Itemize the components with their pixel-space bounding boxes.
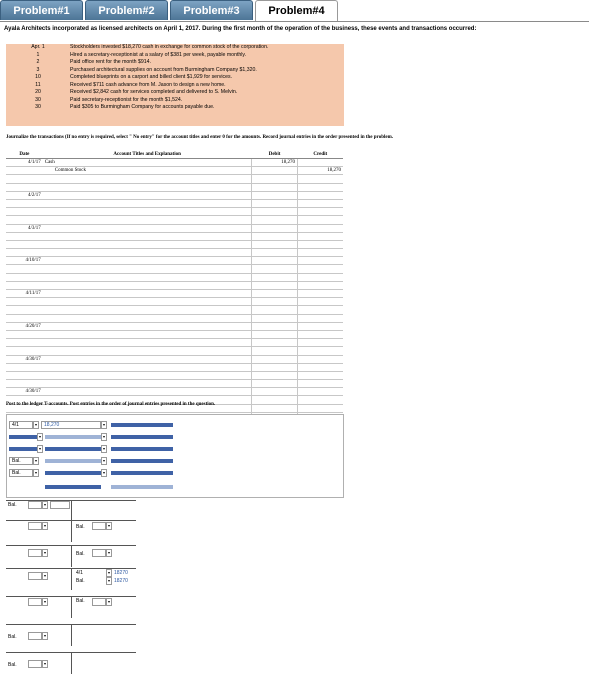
journal-date-cell[interactable] [6,306,43,314]
t-account-date-field[interactable] [28,501,42,509]
journal-row [6,339,343,347]
event-date: 30 [35,104,41,110]
journal-date-cell[interactable] [6,281,43,289]
journal-debit-cell[interactable] [252,273,298,281]
journal-row [6,330,343,338]
ledger-row [7,483,343,491]
journal-debit-cell[interactable] [252,380,298,388]
dropdown-arrow-icon[interactable]: ▾ [107,578,110,583]
ledger-bal-field[interactable]: Bal. [9,457,33,465]
t-account-amount-field[interactable] [50,501,70,509]
journal-date-cell[interactable] [6,363,43,371]
journal-credit-cell[interactable] [298,396,343,404]
journal-date-cell[interactable] [6,339,43,347]
event-row [6,44,344,52]
journal-account-cell[interactable] [43,208,252,216]
ledger-bar [9,435,37,439]
dropdown-arrow-icon[interactable]: ▾ [38,446,41,451]
event-row [6,52,344,60]
journal-credit-cell[interactable] [298,363,343,371]
dropdown-arrow-icon[interactable]: ▾ [102,458,105,463]
journal-credit-cell[interactable]: 18,270 [298,167,343,175]
t-account-bal-label: Bal. [76,551,85,557]
t-account-date-field[interactable] [28,549,42,557]
journal-account-cell[interactable] [43,183,252,191]
journal-account-cell[interactable] [43,257,252,265]
journal-credit-cell[interactable] [298,208,343,216]
journal-row [6,380,343,388]
t-account-bal-label: Bal. [8,662,17,668]
header-debit: Debit [252,150,298,159]
journal-credit-cell[interactable] [298,371,343,379]
ledger-bar [111,435,173,439]
journal-row [6,216,343,224]
journal-debit-cell[interactable] [252,339,298,347]
t-account-date-field[interactable] [92,549,106,557]
event-text: Hired a secretary-receptionist at a salary of $381 per week, payable monthly. [70,51,247,58]
journal-row [6,191,343,199]
ledger-bar [45,447,101,451]
event-date: 3 [36,66,40,73]
journal-date-cell[interactable] [6,330,43,338]
journal-credit-cell[interactable] [298,322,343,330]
journal-row [6,224,343,232]
t-account-common-stock [6,568,136,590]
t-account-date-field[interactable] [92,522,106,530]
journal-row [6,167,343,175]
journal-debit-cell[interactable] [252,240,298,248]
tab-divider [0,21,589,22]
journal-row [6,159,343,167]
journal-debit-cell[interactable] [252,183,298,191]
journal-credit-cell[interactable] [298,281,343,289]
event-row [6,97,344,105]
tab-problem-4[interactable]: Problem#4 [255,0,338,22]
journal-date-cell[interactable] [6,371,43,379]
tab-problem-2[interactable]: Problem#2 [85,0,168,20]
journal-date-cell[interactable] [6,249,43,257]
journal-row [6,322,343,330]
t-account-credit-value: 18270 [114,570,128,576]
event-date: 2 [36,59,40,65]
journal-account-cell[interactable] [43,191,252,199]
journal-account-cell[interactable] [43,273,252,281]
event-text: Purchased architectural supplies on account from Burmingham Company $1,320. [70,66,257,73]
journal-date-cell[interactable]: 4/30/17 [6,355,43,363]
problem-intro: Ayala Architects incorporated as licensed architects on April 1, 2017. During the first month of the operation of the business, these events and transactions occurred: [4,26,477,32]
journal-debit-cell[interactable] [252,330,298,338]
dropdown-arrow-icon[interactable]: ▾ [34,470,37,475]
header-account: Account Titles and Explanation [43,150,252,159]
tab-problem-1[interactable]: Problem#1 [0,0,83,20]
journal-row [6,175,343,183]
journal-account-cell[interactable] [43,290,252,298]
journal-header-row [6,150,343,159]
event-row [6,104,344,112]
ledger-bar [111,471,173,475]
journal-row [6,240,343,248]
journal-row [6,388,343,396]
journal-credit-cell[interactable] [298,224,343,232]
journal-credit-cell[interactable] [298,159,343,167]
event-date: 1 [36,51,40,58]
ledger-bar [45,435,101,439]
journal-date-cell[interactable] [6,314,43,322]
journal-debit-cell[interactable] [252,265,298,273]
journal-row [6,363,343,371]
ledger-bal-field[interactable]: Bal. [9,469,33,477]
header-date: Date [6,150,43,159]
ledger-date-field[interactable]: 4/1 [9,421,33,429]
journal-account-cell[interactable] [43,363,252,371]
t-account-bal-label: Bal. [76,524,85,530]
event-text: Received $2,842 cash for services completed and delivered to S. Melvin. [70,89,238,95]
journal-debit-cell[interactable] [252,249,298,257]
journal-debit-cell[interactable] [252,175,298,183]
journal-row [6,265,343,273]
journal-credit-cell[interactable] [298,347,343,355]
t-account-7 [6,652,136,674]
journal-date-cell[interactable] [6,380,43,388]
event-row [6,59,344,67]
journal-account-cell[interactable] [43,371,252,379]
ledger-row [7,433,343,441]
journal-debit-cell[interactable] [252,281,298,289]
event-date: 20 [35,89,41,95]
event-text: Received $711 cash advance from M. Jason to design a new home. [70,81,226,88]
journal-debit-cell[interactable] [252,363,298,371]
dropdown-arrow-icon[interactable]: ▾ [107,550,110,555]
tab-problem-3[interactable]: Problem#3 [170,0,253,20]
journal-debit-cell[interactable] [252,347,298,355]
journal-credit-cell[interactable] [298,339,343,347]
dropdown-arrow-icon[interactable]: ▾ [107,570,110,575]
journal-date-cell[interactable] [6,240,43,248]
t-account-divider [71,568,72,590]
ledger-bar [45,459,101,463]
journal-account-cell[interactable] [43,314,252,322]
journal-date-cell[interactable] [6,298,43,306]
t-account-bal-label: Bal. [8,634,17,640]
journal-row [6,306,343,314]
journal-debit-cell[interactable] [252,322,298,330]
journal-account-cell[interactable] [43,355,252,363]
journal-account-cell[interactable] [43,216,252,224]
journal-row [6,208,343,216]
t-account-date-label: 4/1 [76,570,83,576]
journal-account-cell[interactable] [43,175,252,183]
journal-credit-cell[interactable] [298,330,343,338]
journal-date-cell[interactable] [6,199,43,207]
ledger-bar [111,485,173,489]
t-account-divider [71,500,72,522]
t-account-date-field[interactable] [28,632,42,640]
journal-row [6,183,343,191]
dropdown-arrow-icon[interactable]: ▾ [107,599,110,604]
t-account-3 [6,545,136,567]
t-account-date-field[interactable] [28,522,42,530]
t-account-date-field[interactable] [92,598,106,606]
journal-account-cell[interactable] [43,281,252,289]
journal-account-cell[interactable] [43,388,252,396]
ledger-posting-area [6,414,344,498]
events-list [6,44,344,126]
t-account-6 [6,624,136,646]
dropdown-arrow-icon[interactable]: ▾ [43,523,46,528]
journal-account-cell[interactable]: Common Stock [43,167,252,175]
journal-date-cell[interactable] [6,208,43,216]
journal-date-cell[interactable] [6,216,43,224]
ledger-bar [111,459,173,463]
journal-row [6,273,343,281]
event-date: 11 [35,81,41,88]
journal-account-cell[interactable] [43,380,252,388]
ledger-bar [45,485,101,489]
journal-row [6,257,343,265]
journal-account-cell[interactable] [43,306,252,314]
journal-credit-cell[interactable] [298,298,343,306]
journal-credit-cell[interactable] [298,216,343,224]
dropdown-arrow-icon[interactable]: ▾ [43,661,46,666]
event-date: 30 [35,96,41,103]
event-text: Completed blueprints on a carport and billed client $1,929 for services. [70,74,233,80]
dropdown-arrow-icon[interactable]: ▾ [34,458,37,463]
journal-account-cell[interactable] [43,330,252,338]
journal-credit-cell[interactable] [298,273,343,281]
event-text: Paid secretary-receptionist for the month $1,524. [70,96,183,103]
dropdown-arrow-icon[interactable]: ▾ [43,633,46,638]
journal-credit-cell[interactable] [298,380,343,388]
journal-debit-cell[interactable] [252,216,298,224]
journal-account-cell[interactable] [43,265,252,273]
journal-debit-cell[interactable] [252,396,298,404]
journal-account-cell[interactable] [43,224,252,232]
t-account-divider [71,520,72,542]
journal-account-cell[interactable] [43,298,252,306]
journal-date-cell[interactable] [6,232,43,240]
journal-debit-cell[interactable]: 18,270 [252,159,298,167]
journal-table [6,150,343,421]
ledger-row [7,457,343,465]
journal-row [6,298,343,306]
journal-credit-cell[interactable] [298,183,343,191]
journal-date-cell[interactable]: 4/2/17 [6,191,43,199]
journal-row [6,232,343,240]
journal-account-cell[interactable] [43,249,252,257]
journal-credit-cell[interactable] [298,314,343,322]
event-row [6,67,344,75]
journal-credit-cell[interactable] [298,240,343,248]
journal-row [6,355,343,363]
journal-date-cell[interactable] [6,273,43,281]
journal-date-cell[interactable]: 4/20/17 [6,322,43,330]
journal-account-cell[interactable]: Cash [43,159,252,167]
journal-row [6,249,343,257]
event-row [6,74,344,82]
journal-credit-cell[interactable] [298,290,343,298]
dropdown-arrow-icon[interactable]: ▾ [34,422,37,427]
dropdown-arrow-icon[interactable]: ▾ [43,502,46,507]
journal-debit-cell[interactable] [252,191,298,199]
dropdown-arrow-icon[interactable]: ▾ [102,434,105,439]
journal-credit-cell[interactable] [298,249,343,257]
ledger-row [7,445,343,453]
ledger-bar [45,471,101,475]
t-account-divider [71,652,72,674]
ledger-bar [111,423,173,427]
event-row [6,89,344,97]
header-credit: Credit [298,150,343,159]
journal-debit-cell[interactable] [252,298,298,306]
journal-account-cell[interactable] [43,322,252,330]
journal-credit-cell[interactable] [298,199,343,207]
t-account-date-field[interactable] [28,572,42,580]
dropdown-arrow-icon[interactable]: ▾ [102,446,105,451]
journal-debit-cell[interactable] [252,257,298,265]
dropdown-arrow-icon[interactable]: ▾ [102,422,105,427]
journal-row [6,314,343,322]
ledger-bar [111,447,173,451]
t-account-date-field[interactable] [28,598,42,606]
journal-credit-cell[interactable] [298,175,343,183]
t-account-divider [71,624,72,646]
event-text: Stockholders invested $18,270 cash in exchange for common stock of the corporation. [70,44,269,50]
journal-row [6,347,343,355]
post-instructions: Post to the ledger T-accounts. Post entries in the order of journal entries presented in the question. [6,402,216,407]
journal-debit-cell[interactable] [252,388,298,396]
journal-debit-cell[interactable] [252,232,298,240]
journal-debit-cell[interactable] [252,371,298,379]
journal-date-cell[interactable]: 4/1/17 [6,159,43,167]
journal-debit-cell[interactable] [252,290,298,298]
t-account-bal-label: Bal. [8,502,17,508]
event-text: Paid office rent for the month $914. [70,59,151,65]
journal-date-cell[interactable]: 4/11/17 [6,290,43,298]
journal-row [6,290,343,298]
journal-date-cell[interactable] [6,167,43,175]
event-date: Apr. 1 [31,44,45,50]
journal-account-cell[interactable] [43,240,252,248]
journal-credit-cell[interactable] [298,306,343,314]
dropdown-arrow-icon[interactable]: ▾ [107,523,110,528]
dropdown-arrow-icon[interactable]: ▾ [43,550,46,555]
journal-credit-cell[interactable] [298,388,343,396]
t-account-divider [71,545,72,567]
journal-debit-cell[interactable] [252,306,298,314]
journal-date-cell[interactable]: 4/10/17 [6,257,43,265]
journal-account-cell[interactable] [43,339,252,347]
journal-account-cell[interactable] [43,347,252,355]
dropdown-arrow-icon[interactable]: ▾ [102,470,105,475]
journal-debit-cell[interactable] [252,208,298,216]
journal-date-cell[interactable] [6,183,43,191]
journal-credit-cell[interactable] [298,355,343,363]
event-row [6,82,344,90]
journal-date-cell[interactable] [6,175,43,183]
journal-debit-cell[interactable] [252,167,298,175]
event-text: Paid $305 to Burmingham Company for accounts payable due. [70,104,215,110]
dropdown-arrow-icon[interactable]: ▾ [43,573,46,578]
journal-credit-cell[interactable] [298,232,343,240]
journal-credit-cell[interactable] [298,404,343,412]
dropdown-arrow-icon[interactable]: ▾ [43,599,46,604]
t-account-divider [71,596,72,618]
journal-debit-cell[interactable] [252,355,298,363]
journal-debit-cell[interactable] [252,224,298,232]
t-account-5 [6,596,136,618]
ledger-row [7,421,343,429]
journal-credit-cell[interactable] [298,265,343,273]
t-account-date-field[interactable] [28,660,42,668]
t-account-balance-value: 18270 [114,578,128,584]
journal-credit-cell[interactable] [298,191,343,199]
journal-date-cell[interactable] [6,265,43,273]
journal-instructions: Journalize the transactions (If no entry is required, select " No entry" for the account titles and enter 0 for the amounts. Record journal entries in the order presented in the problem. [6,135,393,140]
journal-debit-cell[interactable] [252,404,298,412]
journal-credit-cell[interactable] [298,257,343,265]
journal-debit-cell[interactable] [252,314,298,322]
journal-row [6,371,343,379]
journal-account-cell[interactable] [43,199,252,207]
journal-date-cell[interactable]: 4/3/17 [6,224,43,232]
ledger-amount-field[interactable]: 18,270 [41,421,101,429]
ledger-bar [9,447,37,451]
problem-tabs [0,0,589,22]
journal-row [6,199,343,207]
t-account-1 [6,500,136,522]
journal-date-cell[interactable]: 4/30/17 [6,388,43,396]
event-date: 10 [35,74,41,80]
t-account-bal-label: Bal. [76,578,85,584]
journal-date-cell[interactable] [6,347,43,355]
dropdown-arrow-icon[interactable]: ▾ [38,434,41,439]
t-account-2 [6,520,136,542]
journal-account-cell[interactable] [43,232,252,240]
t-account-bal-label: Bal. [76,598,85,604]
journal-row [6,281,343,289]
ledger-row [7,469,343,477]
journal-debit-cell[interactable] [252,199,298,207]
